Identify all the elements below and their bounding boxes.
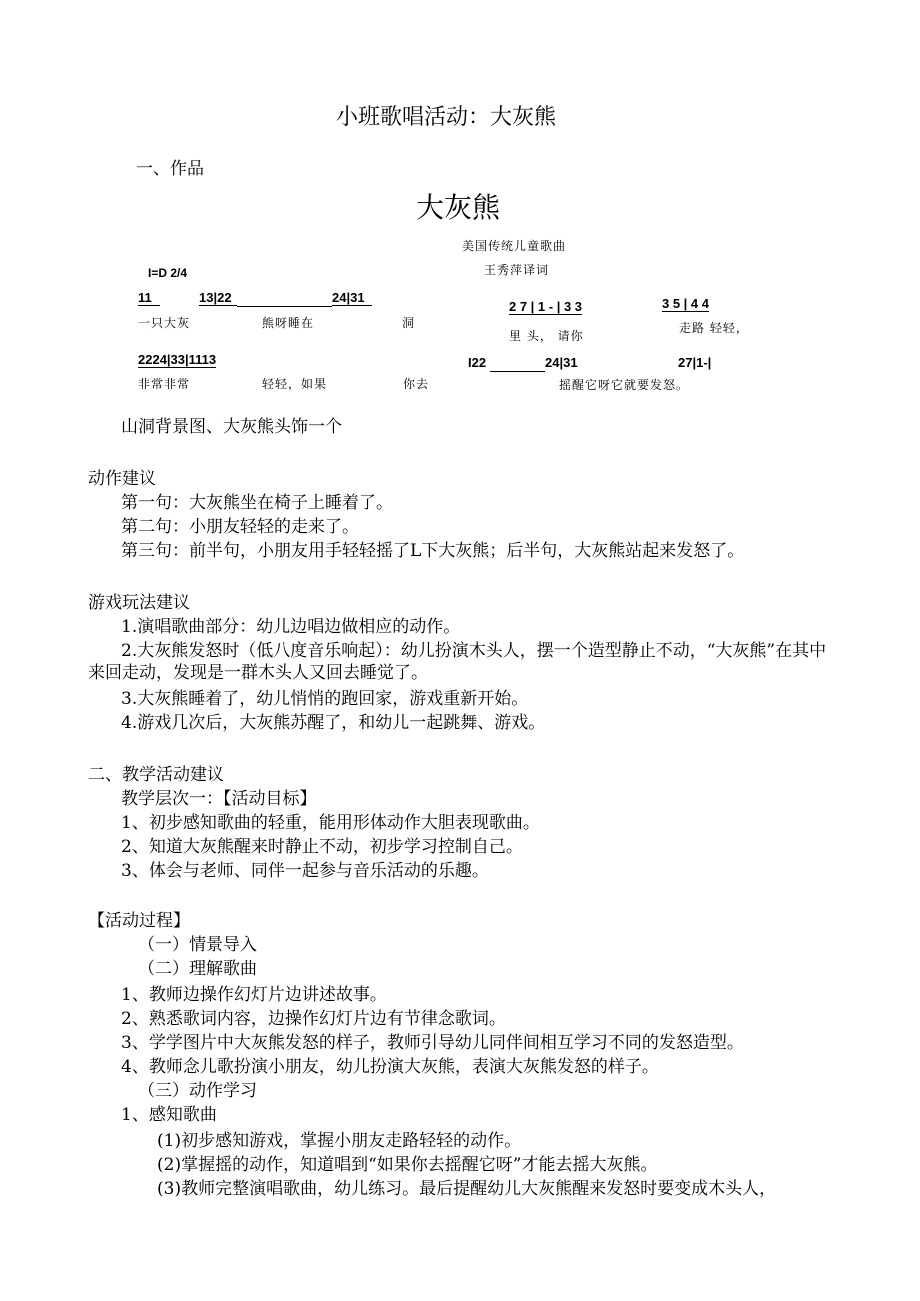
lyric: 你去 <box>403 377 430 391</box>
process-step: 4、教师念儿歌扮演小朋友，幼儿扮演大灰熊，表演大灰熊发怒的样子。 <box>121 1057 659 1077</box>
goal-item: 1、初步感知歌曲的轻重，能用形体动作大胆表现歌曲。 <box>121 813 540 833</box>
notation-measure: 2 7 | 1 - | 3 3 <box>509 299 583 314</box>
notation-measure: 11 <box>138 290 160 306</box>
process-detail: (3)教师完整演唱歌曲，幼儿练习。最后提醒幼儿大灰熊醒来发怒时要变成木头人， <box>157 1179 777 1199</box>
notation-measure: 24|31 <box>332 290 372 306</box>
game-item: 4.游戏几次后，大灰熊苏醒了，和幼儿一起跳舞、游戏。 <box>121 713 546 733</box>
goal-item: 3、体会与老师、同伴一起参与音乐活动的乐趣。 <box>121 861 489 881</box>
lyric: 非常非常 <box>138 377 191 391</box>
goal-item: 2、知道大灰熊醒来时静止不动，初步学习控制自己。 <box>121 837 523 857</box>
teaching-level: 教学层次一：【活动目标】 <box>121 789 317 809</box>
notation-measure: 2224|33|1113 <box>138 352 217 367</box>
section-heading-teaching: 二、教学活动建议 <box>88 765 224 785</box>
game-heading: 游戏玩法建议 <box>88 593 190 613</box>
song-translator: 王秀萍译词 <box>484 263 550 277</box>
notation-measure: 24|31 <box>545 355 578 370</box>
game-item: 2.大灰熊发怒时（低八度音乐响起）：幼儿扮演木头人，摆一个造型静止不动，“大灰熊”在其中来回走动，发现是一群木头人又回去睡觉了。 <box>88 641 827 683</box>
process-step: 1、感知歌曲 <box>121 1105 217 1125</box>
page-title: 小班歌唱活动：大灰熊 <box>336 105 557 130</box>
process-subheading: （一）情景导入 <box>138 935 257 955</box>
process-step: 2、熟悉歌词内容，边操作幻灯片边有节律念歌词。 <box>121 1009 506 1029</box>
lyric: 洞 <box>402 316 416 330</box>
notation-underline <box>490 371 545 372</box>
notation-measure: 27|1-| <box>678 355 712 370</box>
action-heading: 动作建议 <box>88 469 156 489</box>
notation-measure: 13|22 <box>199 290 237 306</box>
process-detail: (1)初步感知游戏，掌握小朋友走路轻轻的动作。 <box>157 1131 522 1151</box>
notation-measure: I22 <box>468 355 487 370</box>
props-line: 山洞背景图、大灰熊头饰一个 <box>121 417 342 437</box>
action-line: 第一句：大灰熊坐在椅子上睡着了。 <box>121 493 393 513</box>
lyric: 里 头， 请你 <box>509 329 584 343</box>
game-item: 3.大灰熊睡着了，幼儿悄悄的跑回家，游戏重新开始。 <box>121 689 529 709</box>
lyric: 轻轻，如果 <box>262 377 328 391</box>
process-detail: (2)掌握摇的动作，知道唱到“如果你去摇醒它呀”才能去摇大灰熊。 <box>157 1155 658 1175</box>
action-line: 第二句：小朋友轻轻的走来了。 <box>121 517 359 537</box>
process-subheading: （三）动作学习 <box>138 1081 257 1101</box>
lyric: 一只大灰 <box>138 316 191 330</box>
notation-underline <box>237 306 332 307</box>
process-step: 1、教师边操作幻灯片边讲述故事。 <box>121 985 387 1005</box>
song-origin: 美国传统儿童歌曲 <box>462 239 567 253</box>
process-subheading: （二）理解歌曲 <box>138 959 257 979</box>
song-key: I=D 2/4 <box>148 266 188 280</box>
lyric: 熊呀睡在 <box>262 316 315 330</box>
lyric: 摇醒它呀它就要发怒。 <box>559 378 690 392</box>
action-line: 第三句：前半句，小朋友用手轻轻摇了L下大灰熊；后半句，大灰熊站起来发怒了。 <box>121 541 745 561</box>
game-item: 1.演唱歌曲部分：幼儿边唱边做相应的动作。 <box>121 617 461 637</box>
notation-measure: 3 5 | 4 4 <box>662 296 710 311</box>
process-heading: 【活动过程】 <box>88 911 190 931</box>
section-heading-work: 一、作品 <box>136 159 204 179</box>
lyric: 走路 轻轻， <box>679 321 749 335</box>
song-title: 大灰熊 <box>416 191 501 224</box>
process-step: 3、学学图片中大灰熊发怒的样子，教师引导幼儿同伴间相互学习不同的发怒造型。 <box>121 1033 744 1053</box>
